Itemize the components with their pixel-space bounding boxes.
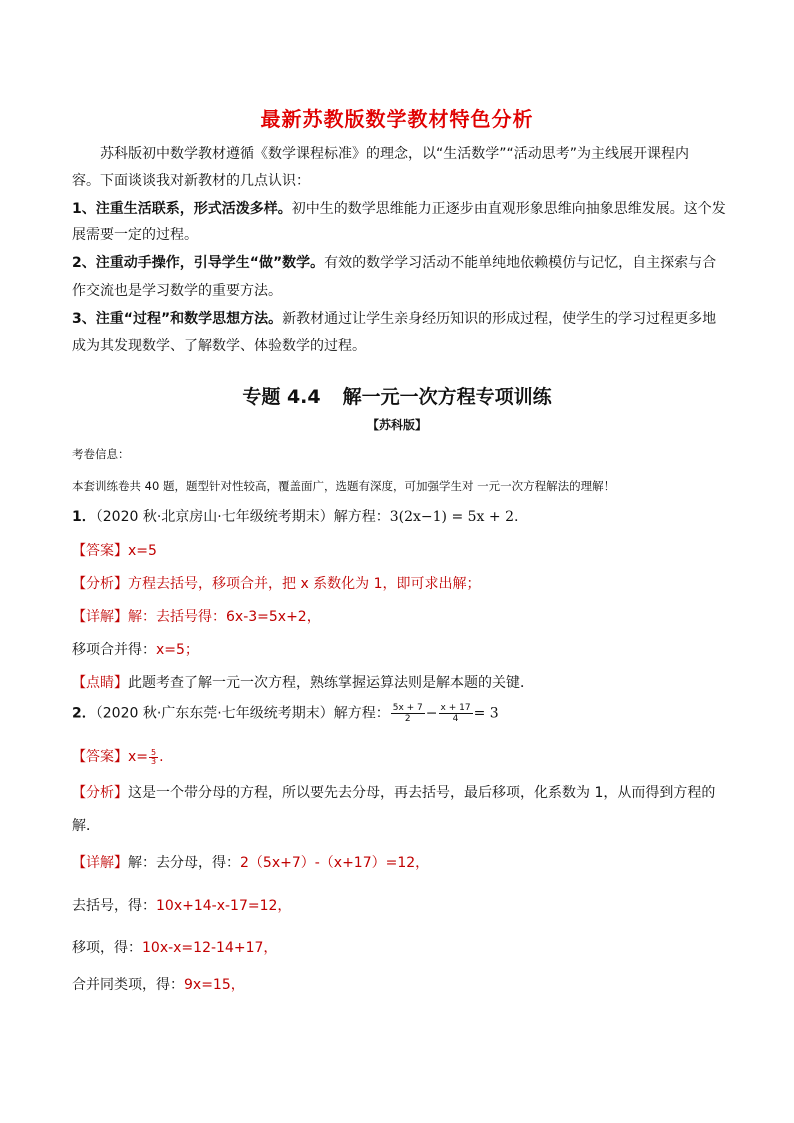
fraction xyxy=(439,703,473,724)
answer-prefix: x= xyxy=(128,749,149,765)
equation: 3(2x−1) = 5x + 2. xyxy=(389,509,519,525)
answer-tag: 【答案】 xyxy=(72,543,128,559)
analysis-cont: 解． xyxy=(72,818,100,834)
detail-step-value: 2（5x+7）-（x+17）=12， xyxy=(240,855,430,871)
fraction-denominator: 4 xyxy=(452,714,459,724)
point-3 xyxy=(72,309,716,329)
point-1-text: 初中生的数学思维能力正逐步由直观形象思维向抽象思维发展。这个发 xyxy=(291,201,726,217)
answer-value: x=5 xyxy=(128,543,157,559)
answer-row xyxy=(72,747,164,767)
detail-step-label: 移项合并得： xyxy=(72,642,156,658)
comment-tag: 【点睛】 xyxy=(72,675,128,691)
detail-step-label: 去括号，得： xyxy=(72,898,156,914)
point-3-cont: 成为其发现数学、了解数学、体验数学的过程。 xyxy=(72,338,366,354)
answer-suffix: . xyxy=(159,749,164,765)
intro-line: 容。下面谈谈我对新教材的几点认识： xyxy=(72,173,310,189)
question-number: 2． xyxy=(72,705,96,722)
detail-step-value: 10x+14-x-17=12， xyxy=(156,898,292,914)
analysis-text: 这是一个带分母的方程，所以要先去分母，再去括号，最后移项，化系数为 1，从而得到方程的 xyxy=(128,785,716,801)
fraction xyxy=(391,703,425,724)
detail-step-value: 9x=15， xyxy=(184,977,245,993)
detail-text: 解：去括号得：6x-3=5x+2， xyxy=(128,609,321,625)
fraction-numerator: x + 17 xyxy=(440,703,471,713)
question-source: （2020 秋·北京房山·七年级统考期末）解方程： xyxy=(95,509,390,525)
equation-rhs: = 3 xyxy=(473,705,499,722)
answer-row xyxy=(72,541,157,561)
point-1 xyxy=(72,199,726,219)
comment-text: 此题考查了解一元一次方程，熟练掌握运算法则是解本题的关键． xyxy=(128,675,534,691)
question-source: （2020 秋·广东东莞·七年级统考期末）解方程： xyxy=(95,705,390,722)
detail-tag: 【详解】 xyxy=(72,609,128,625)
detail-row xyxy=(72,607,321,627)
point-3-text: 新教材通过让学生亲身经历知识的形成过程，使学生的学习过程更多地 xyxy=(282,311,717,327)
edition-label: 【苏科版】 xyxy=(366,418,427,432)
point-1-heading: 1、注重生活联系，形式活泼多样。 xyxy=(72,201,292,217)
detail-tag: 【详解】 xyxy=(72,855,128,871)
analysis-text: 方程去括号，移项合并，把 x 系数化为 1，即可求出解； xyxy=(128,576,481,592)
topic-title xyxy=(0,382,794,409)
point-2-heading: 2、注重动手操作，引导学生“做”数学。 xyxy=(72,255,325,271)
detail-step-label: 移项，得： xyxy=(72,940,142,956)
intro-line: 苏科版初中数学教材遵循《数学课程标准》的理念，以“生活数学”“活动思考”为主线展开课程内 xyxy=(100,146,690,162)
point-1-cont: 展需要一定的过程。 xyxy=(72,227,198,243)
question-2 xyxy=(72,703,499,724)
topic-name: 解一元一次方程专项训练 xyxy=(342,386,552,408)
point-2-text: 有效的数学学习活动不能单纯地依赖模仿与记忆，自主探索与合 xyxy=(324,255,717,271)
topic-number: 专题 4.4 xyxy=(242,386,321,408)
analysis-row xyxy=(72,783,715,803)
analysis-tag: 【分析】 xyxy=(72,785,128,801)
detail-step-value: x=5； xyxy=(156,642,199,658)
analysis-row xyxy=(72,574,481,594)
detail-step xyxy=(72,896,291,916)
detail-step xyxy=(72,640,199,660)
detail-step xyxy=(72,938,277,958)
point-2-cont: 作交流也是学习数学的重要方法。 xyxy=(72,283,282,299)
analysis-tag: 【分析】 xyxy=(72,576,128,592)
question-1 xyxy=(72,507,518,527)
answer-tag: 【答案】 xyxy=(72,749,128,765)
question-number: 1． xyxy=(72,509,96,525)
fraction-numerator: 5x + 7 xyxy=(392,703,423,713)
detail-step-label: 合并同类项，得： xyxy=(72,977,184,993)
detail-step-label: 解：去分母，得： xyxy=(128,855,240,871)
exam-info-label: 考卷信息： xyxy=(72,447,130,461)
point-3-heading: 3、注重“过程”和数学思想方法。 xyxy=(72,311,283,327)
detail-row xyxy=(72,853,429,873)
answer-fraction xyxy=(149,749,158,766)
detail-step-value: 10x-x=12-14+17， xyxy=(142,940,278,956)
page-title: 最新苏教版数学教材特色分析 xyxy=(260,107,534,131)
minus-sign: − xyxy=(425,705,438,722)
fraction-denominator: 2 xyxy=(404,714,411,724)
exam-info-text: 本套训练卷共 40 题，题型针对性较高，覆盖面广，选题有深度，可加强学生对 一元一次方程解法的理解！ xyxy=(72,479,616,493)
comment-row xyxy=(72,673,534,693)
fraction-denominator: 3 xyxy=(151,756,157,766)
point-2 xyxy=(72,253,716,273)
fraction-numerator: 5 xyxy=(151,747,157,757)
detail-step xyxy=(72,975,245,995)
